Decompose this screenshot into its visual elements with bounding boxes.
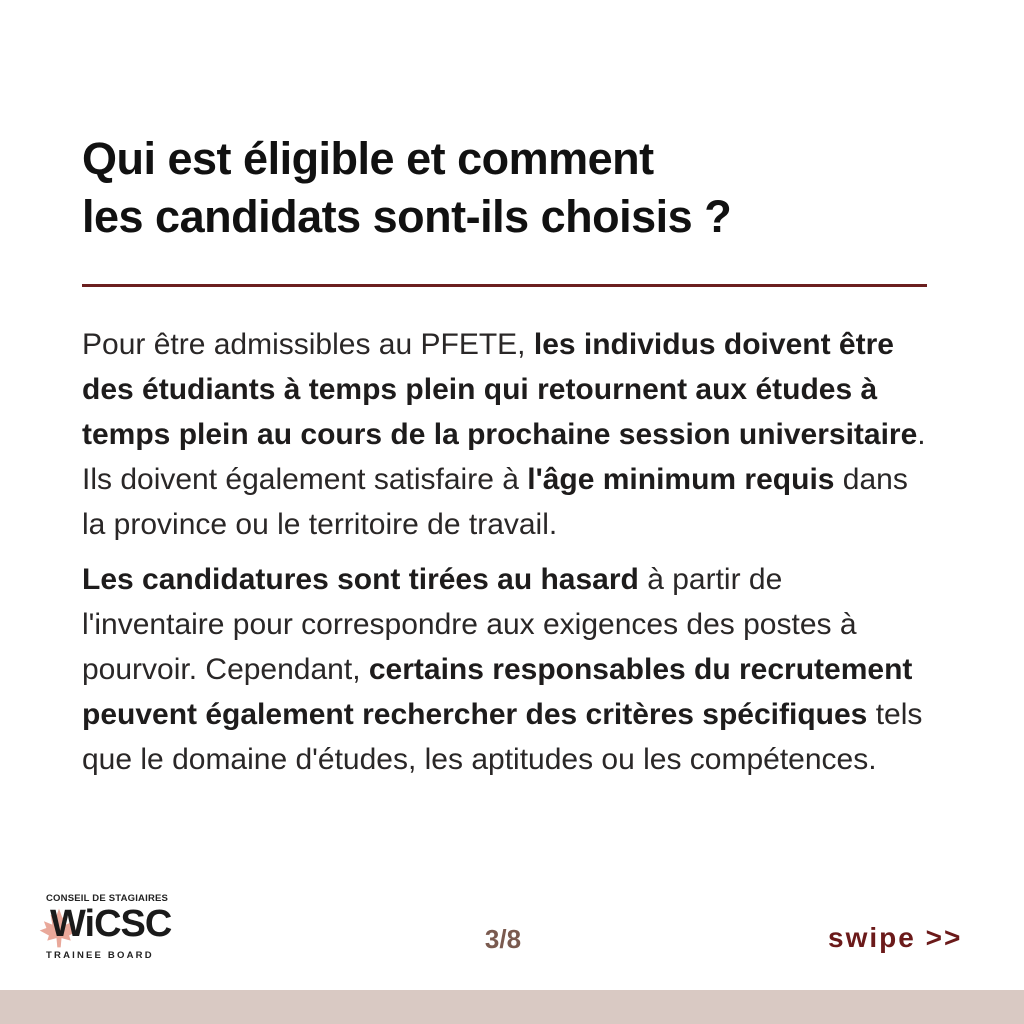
wicsc-logo (36, 893, 176, 965)
selection-paragraph (82, 557, 932, 782)
logo-bottom-text: TRAINEE BOARD (46, 950, 154, 961)
emphasis-segment: Les candidatures sont tirées au hasard (82, 563, 639, 596)
logo-wordmark: WiCSC (50, 903, 172, 945)
title-line-1: Qui est éligible et comment (82, 133, 654, 184)
page-counter: 3/8 (484, 924, 522, 954)
text-segment: tels que le domaine d'études, les aptitudes ou les compétences. (82, 698, 923, 776)
emphasis-segment: certains responsables du recrutement peuvent également rechercher des critères spécifiques (82, 653, 913, 731)
footer-band (0, 990, 1024, 1024)
title-divider (82, 284, 927, 287)
text-segment: à partir de l'inventaire pour correspondre aux exigences des postes à pourvoir. Cependant, (82, 563, 857, 686)
emphasis-segment: les individus doivent être des étudiants à temps plein qui retournent aux études à temps plein au cours de la prochaine session universitaire (82, 328, 918, 451)
emphasis-segment: l'âge minimum requis (527, 463, 835, 496)
logo-top-text: CONSEIL DE STAGIAIRES (46, 893, 169, 904)
page-title (82, 130, 942, 246)
title-line-2: les candidats sont-ils choisis ? (82, 191, 732, 242)
text-segment: Pour être admissibles au PFETE, (82, 328, 534, 361)
text-segment: . Ils doivent également satisfaire à (82, 418, 926, 496)
text-segment: dans la province ou le territoire de travail. (82, 463, 908, 541)
swipe-next-button[interactable]: swipe >> (828, 922, 963, 953)
eligibility-paragraph (82, 322, 932, 547)
body-text (82, 322, 932, 782)
